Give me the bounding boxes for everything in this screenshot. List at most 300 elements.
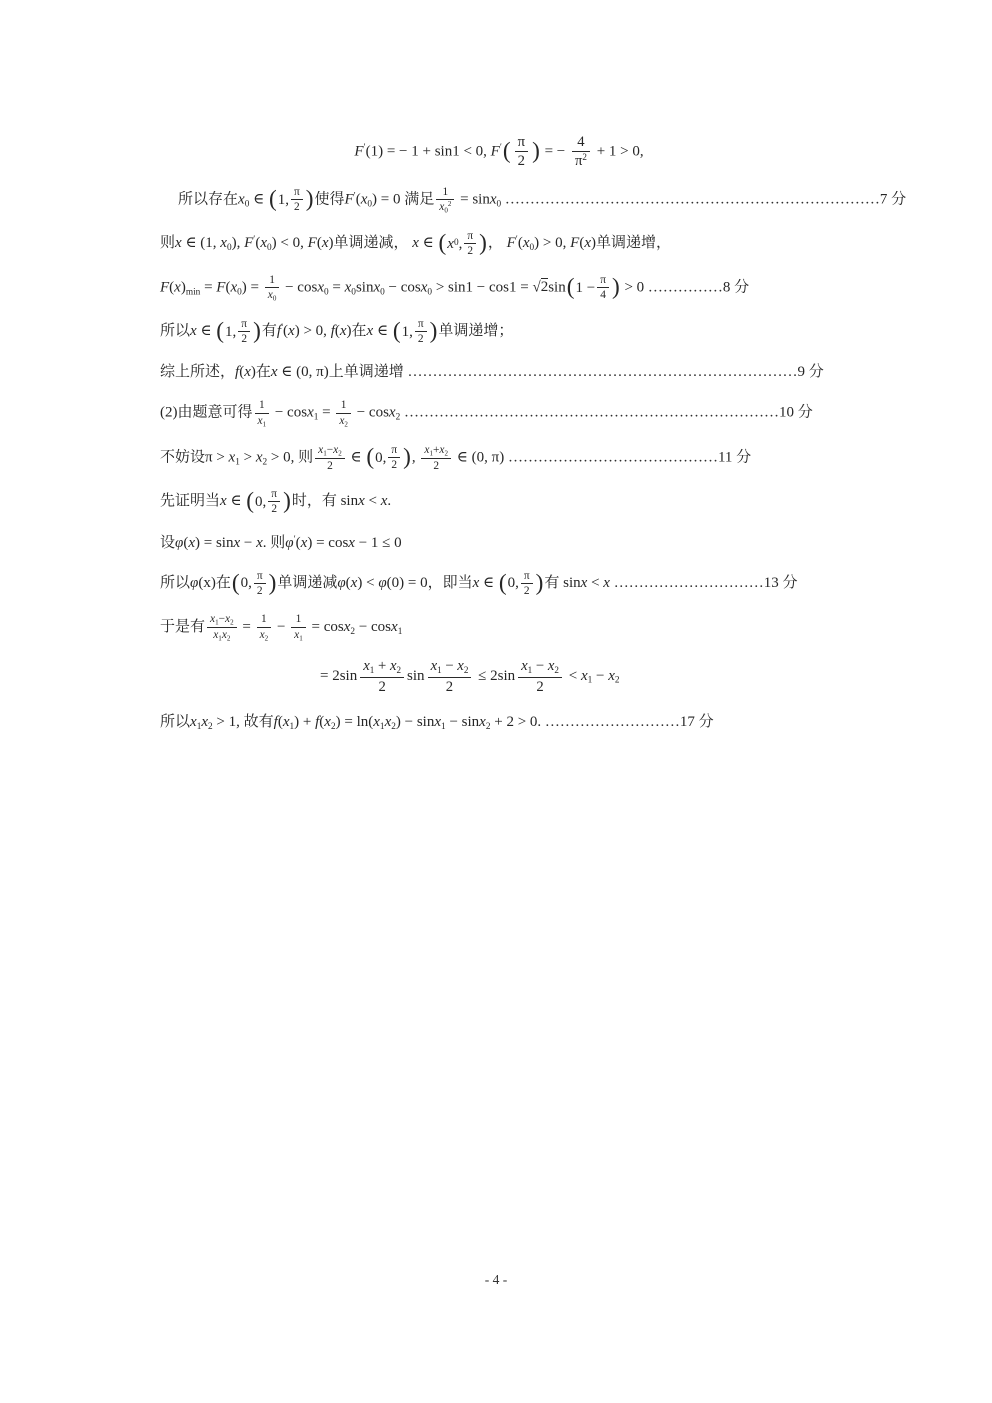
math-variable: x xyxy=(201,713,209,730)
text-run: ) < xyxy=(357,574,379,591)
denominator xyxy=(207,628,237,643)
text-run: 2 xyxy=(256,584,263,597)
formula-line xyxy=(160,569,838,599)
parentheses xyxy=(245,487,292,517)
numerator xyxy=(518,657,562,677)
superscript: ′ xyxy=(353,191,356,202)
open-paren: ( xyxy=(366,444,375,471)
formula-line xyxy=(160,273,838,303)
subscript: 0 xyxy=(226,243,232,254)
text-run: 所以 xyxy=(160,713,191,730)
numerator xyxy=(436,185,454,200)
math-variable: x xyxy=(389,658,397,675)
fraction xyxy=(415,317,427,347)
math-variable: F xyxy=(344,191,354,208)
text-run: ( xyxy=(283,323,289,340)
numerator xyxy=(315,443,345,459)
math-variable: x xyxy=(447,235,454,252)
text-run: 单调递增； xyxy=(438,323,514,340)
paren-content xyxy=(575,273,610,303)
text-run: 时，有 sin xyxy=(291,493,359,510)
math-variable: x xyxy=(190,713,197,730)
denominator xyxy=(265,288,280,303)
subscript: 0 xyxy=(380,287,385,298)
subscript: 1 xyxy=(299,633,303,642)
text-run: 1, xyxy=(277,191,289,208)
text-run: − cos xyxy=(352,405,389,422)
math-variable: x xyxy=(233,534,241,551)
text-run: ) = sin xyxy=(195,534,234,551)
text-run: ∈ xyxy=(346,449,366,466)
text-run: sin xyxy=(355,279,374,296)
math-variable: x xyxy=(412,235,419,252)
subscript: 2 xyxy=(554,665,559,676)
math-variable: x xyxy=(420,279,428,296)
math-variable: x xyxy=(220,493,227,510)
text-run: = xyxy=(238,619,255,636)
math-variable: φ xyxy=(285,534,294,551)
text-run: . xyxy=(387,493,392,510)
formula-line xyxy=(160,398,838,428)
close-paren: ) xyxy=(532,138,540,165)
text-run: ) = 0 满足 xyxy=(372,191,435,208)
open-paren: ( xyxy=(392,318,401,345)
text-run: − xyxy=(240,534,257,551)
text-run: > 1, 故有 xyxy=(212,713,274,730)
parentheses xyxy=(438,229,488,259)
denominator xyxy=(268,502,280,516)
paren-content xyxy=(508,569,535,599)
fraction xyxy=(265,273,280,303)
denominator xyxy=(388,458,400,472)
text-run: , xyxy=(458,235,463,252)
math-variable: x xyxy=(424,443,430,456)
text-run: ∈ (0, π) xyxy=(453,449,508,466)
numerator xyxy=(521,569,533,584)
parentheses xyxy=(499,133,541,171)
subscript: 0 xyxy=(427,287,433,298)
fraction xyxy=(436,185,454,215)
text-run: ( xyxy=(319,713,325,730)
superscript: ′ xyxy=(253,235,256,246)
text-run: ( xyxy=(239,364,245,381)
subscript: 1 xyxy=(379,721,385,732)
text-run: 17 分 xyxy=(679,713,714,730)
text-run: ( xyxy=(225,279,231,296)
text-run: 单调递减 xyxy=(277,574,338,591)
text-run: ) = xyxy=(241,279,263,296)
dot-leader: …………… xyxy=(647,279,723,296)
text-run: = 2sin xyxy=(320,667,358,684)
math-variable: x xyxy=(479,713,486,730)
text-run: π xyxy=(467,230,474,243)
text-run: π xyxy=(391,444,398,457)
subscript: 0 xyxy=(453,238,459,249)
subscript: 1 xyxy=(289,721,295,732)
text-run: ( xyxy=(255,235,261,252)
numerator xyxy=(336,398,351,413)
numerator xyxy=(597,273,609,288)
denominator xyxy=(238,332,250,346)
text-run: (1) = − 1 + sin1 < 0, xyxy=(365,143,491,160)
text-run: − cos xyxy=(271,405,308,422)
text-run: (0) = 0，即当 xyxy=(386,574,473,591)
text-run: ( xyxy=(355,191,361,208)
fraction xyxy=(207,612,237,643)
close-paren: ) xyxy=(429,318,438,345)
math-variable: x xyxy=(580,667,588,684)
math-variable: x xyxy=(350,574,358,591)
text-run: < xyxy=(564,667,581,684)
subscript: 0 xyxy=(444,206,448,215)
close-paren: ) xyxy=(283,488,291,515)
numerator xyxy=(360,657,404,677)
text-run: > 0 xyxy=(620,279,648,296)
text-run: ∈ (1, xyxy=(181,235,221,252)
numerator xyxy=(207,612,237,628)
text-run: 2 xyxy=(517,153,526,170)
math-variable: x xyxy=(457,658,464,675)
text-run: < xyxy=(364,493,381,510)
subscript: 1 xyxy=(527,665,533,676)
fraction xyxy=(268,487,280,517)
math-variable: x xyxy=(603,574,610,591)
subscript: 2 xyxy=(395,412,401,423)
text-run: ∈ xyxy=(226,493,246,510)
math-variable: F xyxy=(307,235,317,252)
math-variable: x xyxy=(318,443,324,456)
text-run: ， xyxy=(487,235,507,252)
dot-leader: ………………………… xyxy=(613,574,764,591)
text-run: 2 xyxy=(445,678,454,695)
text-run: = xyxy=(200,279,217,296)
subscript: 2 xyxy=(350,627,356,638)
parentheses xyxy=(498,569,545,599)
text-run: ( xyxy=(579,235,585,252)
subscript: 0 xyxy=(244,199,250,210)
numerator xyxy=(291,185,303,200)
text-run: 4 xyxy=(577,134,585,150)
text-run: ∈ xyxy=(373,323,392,340)
subscript: 2 xyxy=(444,448,449,457)
text-run: 所以存在 xyxy=(178,191,239,208)
math-variable: x xyxy=(256,534,263,551)
text-run: 9 分 xyxy=(797,364,824,381)
radicand: 2 xyxy=(540,279,549,296)
subscript: 0 xyxy=(267,243,272,254)
numerator xyxy=(421,443,451,459)
subscript: 1 xyxy=(441,721,446,732)
subscript: 2 xyxy=(330,721,336,732)
text-run: > sin1 − cos1 = xyxy=(432,279,533,296)
text-run: ) xyxy=(180,279,186,296)
fraction xyxy=(521,569,533,599)
text-run: 0, xyxy=(240,575,252,592)
radical-sign: √ xyxy=(532,279,541,296)
text-run: 1 xyxy=(258,399,265,412)
subscript: 2 xyxy=(338,448,342,457)
math-variable: x xyxy=(384,713,392,730)
text-run: = xyxy=(318,405,335,422)
denominator xyxy=(515,152,528,170)
math-variable: x xyxy=(366,323,374,340)
text-run: = sin xyxy=(456,191,490,208)
text-run: 2 xyxy=(467,245,474,258)
text-run: 4 xyxy=(600,289,606,302)
text-run: ∈ xyxy=(418,235,438,252)
subscript: 2 xyxy=(230,618,234,627)
numerator xyxy=(464,229,476,244)
text-run: 2 xyxy=(417,333,424,346)
subscript: 0 xyxy=(323,287,329,298)
open-paren: ( xyxy=(566,274,575,301)
math-variable: x xyxy=(210,613,216,626)
text-run: (2)由题意可得 xyxy=(160,405,253,422)
text-run: π xyxy=(517,134,526,150)
open-paren: ( xyxy=(498,569,507,596)
text-run: − xyxy=(532,658,548,675)
denominator xyxy=(464,244,476,258)
denominator xyxy=(336,414,351,429)
text-run: ∈ xyxy=(249,191,268,208)
text-run: ) = ln( xyxy=(335,713,374,730)
open-paren: ( xyxy=(216,318,225,345)
text-run: ( xyxy=(183,534,189,551)
text-run: 1 xyxy=(295,613,302,626)
text-run: − xyxy=(326,443,334,456)
text-run: + xyxy=(374,658,390,675)
math-variable: x xyxy=(439,201,445,213)
math-variable: φ xyxy=(175,534,184,551)
text-run: ∈ xyxy=(479,574,498,591)
denominator xyxy=(291,200,303,214)
subscript: 0 xyxy=(272,294,277,303)
fraction xyxy=(291,612,306,642)
close-paren: ) xyxy=(403,444,411,471)
subscript: 1 xyxy=(323,448,327,457)
text-run: 1 xyxy=(442,185,449,198)
text-run: + 2 > 0. xyxy=(490,713,545,730)
text-run: sin xyxy=(548,279,566,296)
text-run: 2 xyxy=(241,333,248,346)
math-variable: F xyxy=(160,279,170,296)
math-variable: f xyxy=(330,323,335,340)
denominator xyxy=(421,459,451,473)
text-run: , xyxy=(411,449,420,466)
subscript: 2 xyxy=(396,665,402,676)
denominator xyxy=(291,628,306,643)
text-run: ( xyxy=(169,279,175,296)
numerator xyxy=(254,569,266,584)
subscript: 1 xyxy=(369,665,375,676)
text-run: 0, xyxy=(255,493,267,510)
text-run: 则 xyxy=(160,235,176,252)
parentheses xyxy=(566,273,621,303)
text-run: − xyxy=(592,667,609,684)
math-variable: f xyxy=(235,364,240,381)
text-run: + 1 > 0, xyxy=(592,143,644,160)
math-variable: x xyxy=(439,443,445,456)
subscript: 2 xyxy=(262,457,268,468)
fraction xyxy=(254,569,266,599)
text-run: 2 xyxy=(433,459,440,472)
radical xyxy=(532,278,548,295)
formula-line xyxy=(160,185,907,215)
text-run: π xyxy=(600,274,606,286)
text-run: π xyxy=(271,488,278,501)
text-run: 1 − xyxy=(575,279,596,296)
text-run: (x)在 xyxy=(198,574,231,591)
text-run: ) = cos xyxy=(307,534,349,551)
paren-content xyxy=(241,569,268,599)
text-run: = xyxy=(328,279,345,296)
math-variable: x xyxy=(221,629,227,642)
math-variable: x xyxy=(267,288,273,301)
paren-content xyxy=(225,317,252,347)
text-run: = cos xyxy=(307,619,344,636)
math-variable: F xyxy=(506,235,516,252)
text-run: ( xyxy=(517,235,523,252)
text-run: ) > 0, xyxy=(294,323,331,340)
formula-line xyxy=(160,612,838,643)
fraction xyxy=(255,398,270,428)
math-variable: x xyxy=(260,235,268,252)
subscript: 1 xyxy=(587,675,593,686)
subscript: 2 xyxy=(208,721,213,732)
denominator xyxy=(255,414,270,429)
text-run: ( xyxy=(277,713,283,730)
formula-line xyxy=(160,531,838,555)
text-run: π xyxy=(241,317,248,330)
text-run: < xyxy=(587,574,604,591)
text-run: 7 分 xyxy=(879,191,907,208)
math-variable: x xyxy=(608,667,615,684)
fraction xyxy=(388,443,400,473)
numerator xyxy=(257,612,272,627)
fraction xyxy=(238,317,250,347)
subscript: 1 xyxy=(235,457,240,468)
math-variable: x xyxy=(324,713,331,730)
fraction xyxy=(597,273,609,303)
page-number: - 4 - xyxy=(484,1272,508,1287)
text-run: ) < 0, xyxy=(271,235,308,252)
subscript: 2 xyxy=(226,634,231,643)
text-run: ∈ xyxy=(196,323,216,340)
math-variable: F xyxy=(244,235,254,252)
subscript: 1 xyxy=(429,448,433,457)
math-variable: x xyxy=(228,449,236,466)
math-variable: F xyxy=(216,279,226,296)
denominator xyxy=(436,200,454,215)
math-variable: x xyxy=(373,713,380,730)
fraction xyxy=(515,133,528,171)
subscript: 2 xyxy=(264,633,269,642)
numerator xyxy=(255,398,270,413)
math-variable: x xyxy=(373,279,381,296)
text-run: )在 xyxy=(346,323,367,340)
open-paren: ( xyxy=(231,569,240,596)
numerator xyxy=(572,133,590,152)
math-variable: x xyxy=(391,619,398,636)
math-variable: f xyxy=(315,713,320,730)
math-variable: x xyxy=(238,191,245,208)
math-variable: x xyxy=(259,628,265,641)
text-run: 2 xyxy=(378,678,386,695)
formula-line xyxy=(160,657,838,696)
subscript: 2 xyxy=(614,675,620,686)
subscript: 0 xyxy=(351,287,356,298)
text-run: . 则 xyxy=(262,534,286,551)
subscript: min xyxy=(185,287,201,298)
text-run: 0, xyxy=(507,575,519,592)
superscript: ′ xyxy=(515,235,518,246)
math-variable: x xyxy=(270,364,278,381)
formula-line xyxy=(160,229,838,259)
subscript: 1 xyxy=(262,419,267,428)
subscript: 0 xyxy=(496,199,502,210)
math-variable: F xyxy=(354,143,364,160)
math-variable: x xyxy=(317,279,324,296)
math-variable: x xyxy=(360,191,368,208)
text-run: 1 xyxy=(269,273,275,286)
open-paren: ( xyxy=(502,138,511,165)
text-run: > xyxy=(239,449,256,466)
math-variable: φ xyxy=(190,574,199,591)
math-variable: x xyxy=(282,713,290,730)
text-run: sin xyxy=(407,667,425,684)
denominator xyxy=(360,678,404,696)
denominator xyxy=(597,288,609,302)
math-variable: x xyxy=(343,619,351,636)
numerator xyxy=(428,657,472,677)
text-run: π xyxy=(417,317,424,330)
open-paren: ( xyxy=(246,488,255,515)
text-run: ( xyxy=(316,235,322,252)
text-run: − cos xyxy=(281,279,318,296)
numerator xyxy=(268,487,280,502)
math-variable: φ xyxy=(337,574,346,591)
formula-line xyxy=(160,487,838,517)
subscript: 2 xyxy=(344,419,348,428)
parentheses xyxy=(215,317,262,347)
parentheses xyxy=(268,185,315,215)
fraction xyxy=(291,185,303,215)
math-variable: x xyxy=(472,574,480,591)
text-run: π xyxy=(523,569,530,582)
dot-leader: …………………………………………………………………… xyxy=(407,364,798,381)
paren-content xyxy=(512,133,531,171)
math-variable: x xyxy=(257,414,263,427)
subscript: 0 xyxy=(237,287,242,298)
parentheses xyxy=(365,443,412,473)
math-variable: F xyxy=(490,143,500,160)
text-run: − 1 ≤ 0 xyxy=(354,534,402,551)
text-run: 13 分 xyxy=(763,574,798,591)
math-variable: x xyxy=(388,405,396,422)
paren-content xyxy=(375,443,402,473)
text-run: 2 xyxy=(271,503,278,516)
fraction xyxy=(421,443,451,473)
text-run: π xyxy=(256,569,263,582)
denominator xyxy=(521,584,533,598)
math-variable: x xyxy=(244,364,251,381)
denominator xyxy=(428,678,472,696)
math-variable: x xyxy=(333,443,339,456)
subscript: 2 xyxy=(485,721,491,732)
paren-content xyxy=(402,317,429,347)
math-variable: f xyxy=(276,323,281,340)
superscript: 2 xyxy=(582,152,587,163)
